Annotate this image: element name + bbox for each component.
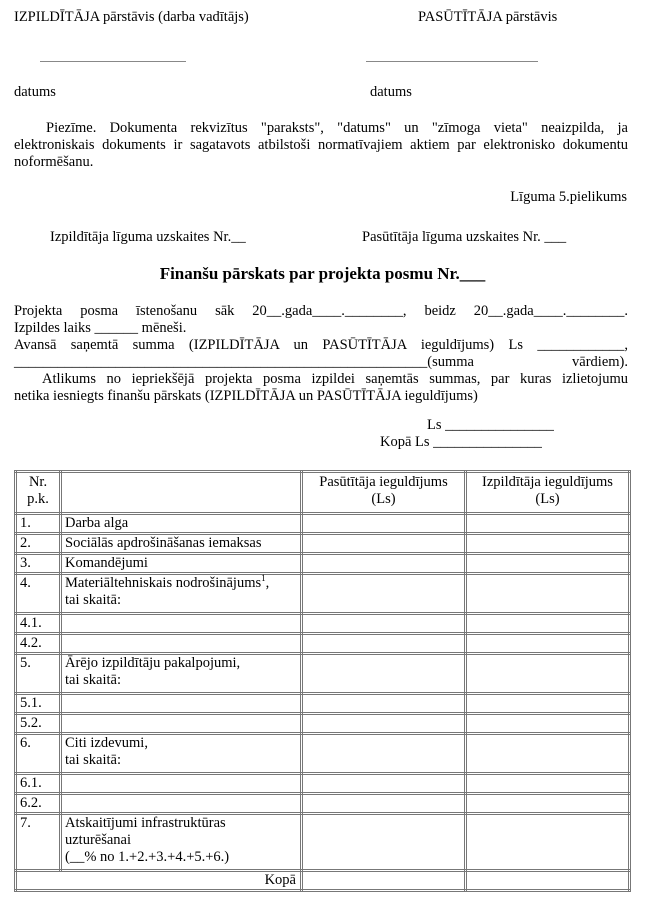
row-executor-value[interactable] (466, 694, 630, 714)
row-client-value[interactable] (302, 734, 466, 774)
table-row (16, 774, 630, 794)
row-client-value[interactable] (302, 574, 466, 614)
row-item: Sociālās apdrošināšanas iemaksas (61, 534, 302, 554)
row-executor-value[interactable] (466, 574, 630, 614)
row-item[interactable] (61, 774, 302, 794)
balance-ls: Ls _______________ (427, 417, 554, 433)
client-signature-line (366, 61, 538, 62)
note-line-3: noformēšanu. (14, 154, 94, 170)
client-contract-number: Pasūtītāja līguma uzskaites Nr. ___ (362, 229, 567, 245)
header-executor-contribution (466, 472, 630, 514)
table-header-row (16, 472, 630, 514)
row-item (61, 654, 302, 694)
header-executor-line-1: Izpildītāja ieguldījums (482, 474, 613, 490)
note-paragraph (14, 120, 628, 171)
row-item[interactable] (61, 714, 302, 734)
executor-contract-number: Izpildītāja līguma uzskaites Nr.__ (50, 229, 246, 245)
total-label: Kopā (16, 871, 302, 891)
project-body (14, 303, 628, 405)
row-item-line-1: Atskaitījumi infrastruktūras (65, 815, 226, 831)
header-item (61, 472, 302, 514)
row-item[interactable] (61, 694, 302, 714)
executor-signature-line (40, 61, 186, 62)
row-client-value[interactable] (302, 614, 466, 634)
document-title: Finanšu pārskats par projekta posmu Nr.___ (159, 264, 486, 283)
row-item-line-2: uzturēšanai (65, 832, 132, 848)
header-client-line-1: Pasūtītāja ieguldījums (319, 474, 448, 490)
table-row (16, 814, 630, 871)
table-row (16, 534, 630, 554)
row-client-value[interactable] (302, 794, 466, 814)
client-representative-label: PASŪTĪTĀJA pārstāvis (418, 9, 558, 25)
row-item: Komandējumi (61, 554, 302, 574)
total-client-value[interactable] (302, 871, 466, 891)
execution-duration: Izpildes laiks ______ mēneši. (14, 320, 187, 336)
row-executor-value[interactable] (466, 714, 630, 734)
row-client-value[interactable] (302, 694, 466, 714)
row-item-suffix: , (265, 575, 270, 591)
row-client-value[interactable] (302, 654, 466, 694)
row-item-line-3: (__% no 1.+2.+3.+4.+5.+6.) (65, 849, 230, 865)
row-item-line-2: tai skaitā: (65, 672, 121, 688)
row-nr: 5.2. (16, 714, 61, 734)
row-executor-value[interactable] (466, 814, 630, 871)
row-executor-value[interactable] (466, 554, 630, 574)
table-row (16, 554, 630, 574)
footnote-marker: 1 (261, 573, 266, 584)
total-executor-value[interactable] (466, 871, 630, 891)
header-client-contribution (302, 472, 466, 514)
header-nr-line-2: p.k. (27, 491, 49, 507)
appendix-label: Līguma 5.pielikums (510, 189, 627, 205)
row-nr: 6.2. (16, 794, 61, 814)
table-row (16, 714, 630, 734)
note-line-2: elektroniskais dokuments ir sagatavots atbilstoši normatīvajiem aktiem par elektronisko dokumentu (14, 137, 628, 153)
table-row (16, 694, 630, 714)
row-nr: 2. (16, 534, 61, 554)
row-nr: 4. (16, 574, 61, 614)
table-row (16, 654, 630, 694)
table-row (16, 794, 630, 814)
row-client-value[interactable] (302, 774, 466, 794)
row-item (61, 814, 302, 871)
row-executor-value[interactable] (466, 614, 630, 634)
row-item-line-2: tai skaitā: (65, 752, 121, 768)
header-nr-line-1: Nr. (28, 474, 48, 490)
financial-table (14, 470, 631, 892)
row-nr: 1. (16, 514, 61, 534)
row-item-line-1: Citi izdevumi, (65, 735, 148, 751)
row-client-value[interactable] (302, 554, 466, 574)
row-item[interactable] (61, 794, 302, 814)
executor-date-label: datums (14, 84, 56, 100)
table-row (16, 614, 630, 634)
table-row (16, 734, 630, 774)
header-client-line-2: (Ls) (371, 491, 396, 507)
row-client-value[interactable] (302, 814, 466, 871)
header-executor-line-2: (Ls) (535, 491, 560, 507)
balance-line-1: Atlikums no iepriekšējā projekta posma izpildei saņemtās summas, par kuras izlietojumu (42, 371, 628, 387)
row-executor-value[interactable] (466, 794, 630, 814)
row-client-value[interactable] (302, 714, 466, 734)
table-row (16, 634, 630, 654)
row-executor-value[interactable] (466, 634, 630, 654)
row-executor-value[interactable] (466, 514, 630, 534)
row-nr: 7. (16, 814, 61, 871)
row-item[interactable] (61, 634, 302, 654)
table-row (16, 514, 630, 534)
balance-line-2: netika iesniegts finanšu pārskats (IZPILDĪTĀJA un PASŪTĪTĀJA ieguldījums) (14, 388, 478, 404)
row-item-text: Materiāltehniskais nodrošinājums (65, 575, 262, 591)
row-executor-value[interactable] (466, 534, 630, 554)
note-line-1: Piezīme. Dokumenta rekvizītus "paraksts", "datums" un "zīmoga vieta" neaizpilda, ja (46, 120, 628, 136)
table-row (16, 574, 630, 614)
row-nr: 6.1. (16, 774, 61, 794)
row-item-line-1: Ārējo izpildītāju pakalpojumi, (65, 655, 241, 671)
row-nr: 5. (16, 654, 61, 694)
amount-in-words: _________________________________________________________(summa vārdiem). (14, 354, 628, 370)
row-nr: 4.1. (16, 614, 61, 634)
header-nr (16, 472, 61, 514)
row-item (61, 734, 302, 774)
row-item-line-2: tai skaitā: (65, 592, 121, 608)
row-nr: 3. (16, 554, 61, 574)
row-client-value[interactable] (302, 534, 466, 554)
row-executor-value[interactable] (466, 654, 630, 694)
row-nr: 5.1. (16, 694, 61, 714)
row-executor-value[interactable] (466, 734, 630, 774)
row-nr: 4.2. (16, 634, 61, 654)
project-period: Projekta posma īstenošanu sāk 20__.gada____.________, beidz 20__.gada____.________. (14, 303, 628, 319)
row-item: Darba alga (61, 514, 302, 534)
advance-amount: Avansā saņemtā summa (IZPILDĪTĀJA un PASŪTĪTĀJA ieguldījums) Ls ____________, (14, 337, 628, 353)
table-total-row (16, 871, 630, 891)
row-item-line-1 (65, 575, 297, 592)
total-ls: Kopā Ls _______________ (380, 434, 542, 450)
row-executor-value[interactable] (466, 774, 630, 794)
row-nr: 6. (16, 734, 61, 774)
row-client-value[interactable] (302, 634, 466, 654)
executor-representative-label: IZPILDĪTĀJA pārstāvis (darba vadītājs) (14, 9, 249, 25)
client-date-label: datums (370, 84, 412, 100)
row-item[interactable] (61, 614, 302, 634)
row-client-value[interactable] (302, 514, 466, 534)
row-item (61, 574, 302, 614)
